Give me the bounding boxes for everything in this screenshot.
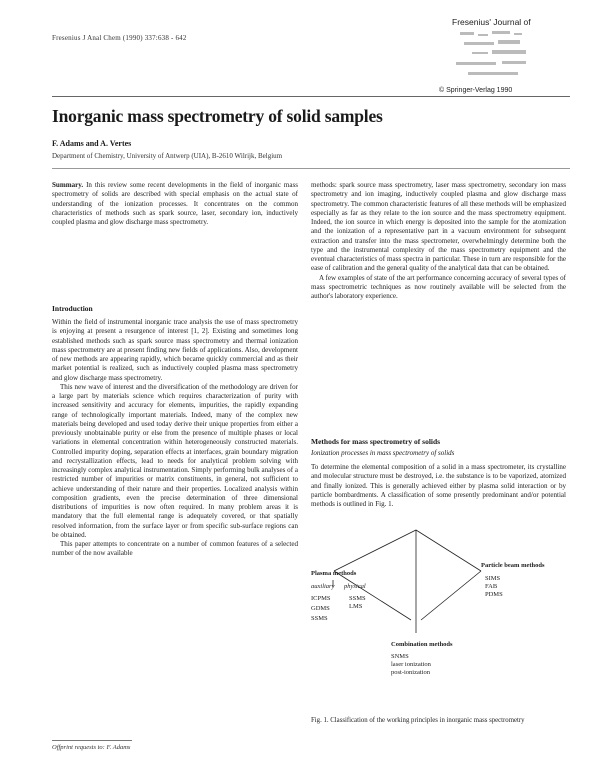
body-paragraph: methods: spark source mass spectrometry, laser mass spectrometry, secondary ion mass spectrometry and ion imaging, inductively coupled plasma and glow discharge mass spectrometry. The common characteristic features of all these methods will be emphasized especially as far as they relate to the ion source and the mass spectrometry equipment. Indeed, the ion source in which energy is deposited into the sample for the atomization and the ionization of a representative part in a vacuum environment for subsequent extraction and transfer into the mass spectrometer, overwhelmingly determine both the type and the instrumental complexity of the mass spectrometry equipment and the eventual characteristics of mass spectra in particular. These in turn are responsible for the ease of calibration and the general quality of the analytical data that can be obtained. [311, 181, 566, 273]
body-paragraph: A few examples of state of the art performance concerning accuracy of several types of mass spectrometric techniques as now routinely available will be selected from the author's laboratory experience. [311, 273, 566, 300]
method-item: SNMS [391, 653, 409, 660]
article-title: Inorganic mass spectrometry of solid samples [52, 106, 383, 126]
diagram-particle-line [421, 571, 481, 620]
method-item: post-ionization [391, 669, 430, 676]
methods-heading: Methods for mass spectrometry of solids [311, 437, 441, 446]
header-rule [52, 96, 570, 97]
abstract-label: Summary. [52, 181, 84, 189]
method-item: FAB [485, 583, 498, 590]
intro-paragraph: Within the field of instrumental inorganic trace analysis the use of mass spectrometry is enjoying at present a resurgence of interest [1, 2]. Existing and sometimes long established methods such as spark source mass spectrometry and thermal ionization mass spectrometry are at present finding new fields of applications. Also, development of new methods are appearing rapidly, which became quickly commercial and as their market potential is realized, such as inductively coupled plasma mass spectrometry and glow discharge mass spectrometry. [52, 318, 298, 382]
authors: F. Adams and A. Vertes [52, 139, 132, 148]
method-item: PDMS [485, 591, 503, 598]
introduction-body [52, 318, 298, 559]
introduction-heading: Introduction [52, 304, 93, 313]
abstract [52, 181, 298, 227]
auxiliary-label: auxiliary [311, 583, 335, 590]
right-column-body [311, 181, 566, 301]
methods-paragraph: To determine the elemental composition of a solid in a mass spectrometer, its crystalline and molecular structure must be destroyed, i.e. the substance is to be vaporized, atomized and finally ionized. This is generally achieved either by plasma solid interaction or by particle bombardments. A classification of some presently predominant and/or potential methods is outlined in Fig. 1. [311, 463, 566, 508]
figure-1-diagram [311, 525, 566, 720]
method-item: ICPMS [311, 595, 331, 602]
method-item: SIMS [485, 575, 501, 582]
intro-paragraph: This paper attempts to concentrate on a number of common features of a selected number of the now available [52, 540, 298, 558]
diagram-tree-line [334, 530, 481, 571]
journal-logo [452, 28, 572, 83]
footnote-rule [52, 740, 132, 741]
title-rule [52, 168, 570, 169]
method-item: LMS [349, 603, 363, 610]
physical-label: physical [344, 583, 366, 590]
figure-caption: Fig. 1. Classification of the working principles in inorganic mass spectrometry [311, 717, 525, 724]
combination-methods-label: Combination methods [391, 641, 453, 648]
method-item: SSMS [349, 595, 366, 602]
methods-body [311, 463, 566, 509]
footnote: Offprint requests to: F. Adams [52, 744, 131, 751]
methods-subheading: Ionization processes in mass spectrometry of solids [311, 449, 455, 457]
abstract-text: In this review some recent developments in the field of inorganic mass spectrometry of solids are described with special emphasis on the actual state of understanding of the ionization processes. It concentrates on the common characteristics of methods such as spark source, laser, secondary ion, inductively coupled plasma and glow discharge mass spectrometry. [52, 181, 299, 226]
method-item: laser ionization [391, 661, 431, 668]
intro-paragraph: This new wave of interest and the diversification of the methodology are driven for a large part by materials science which requires characterization of purity with increased sensitivity and accuracy for elements, impurities, the rapidly expanding range of technologically important materials. Indeed, many of the complex new materials being developed and used today derive their unique properties from either a previously unobtainable purity or else from the presence of multiple phases or local variations in elemental concentration within heterogeneously constructed materials. Controlled impurity doping, separation effects at interfaces, grain boundary migration and recrystallization effects, lead to needs for analytical problem solving with increasingly complex analytical instrumentation. Simply performing bulk analyses of a restricted number of impurities or matrix constituents, in general, not sufficient to achieve understanding of their nature and their properties. Localized analysis within composition gradients, even the precise determination of three dimensional distributions of impurities is now often required. In many problem areas it is mandatory that the full elemental range is adequately covered, or that spatially resolved information, from the surface layer or from specific sub-surface regions can be obtained. [52, 382, 298, 539]
affiliation: Department of Chemistry, University of Antwerp (UIA), B-2610 Wilrijk, Belgium [52, 152, 283, 160]
diagram-plasma-line [334, 571, 411, 620]
plasma-methods-label: Plasma methods [311, 570, 357, 577]
journal-name: Fresenius' Journal of [452, 17, 531, 27]
method-item: SSMS [311, 615, 328, 622]
method-item: GDMS [311, 605, 330, 612]
copyright: © Springer-Verlag 1990 [439, 87, 513, 94]
citation-header: Fresenius J Anal Chem (1990) 337:638 - 642 [52, 34, 187, 42]
particle-beam-label: Particle beam methods [481, 562, 545, 569]
